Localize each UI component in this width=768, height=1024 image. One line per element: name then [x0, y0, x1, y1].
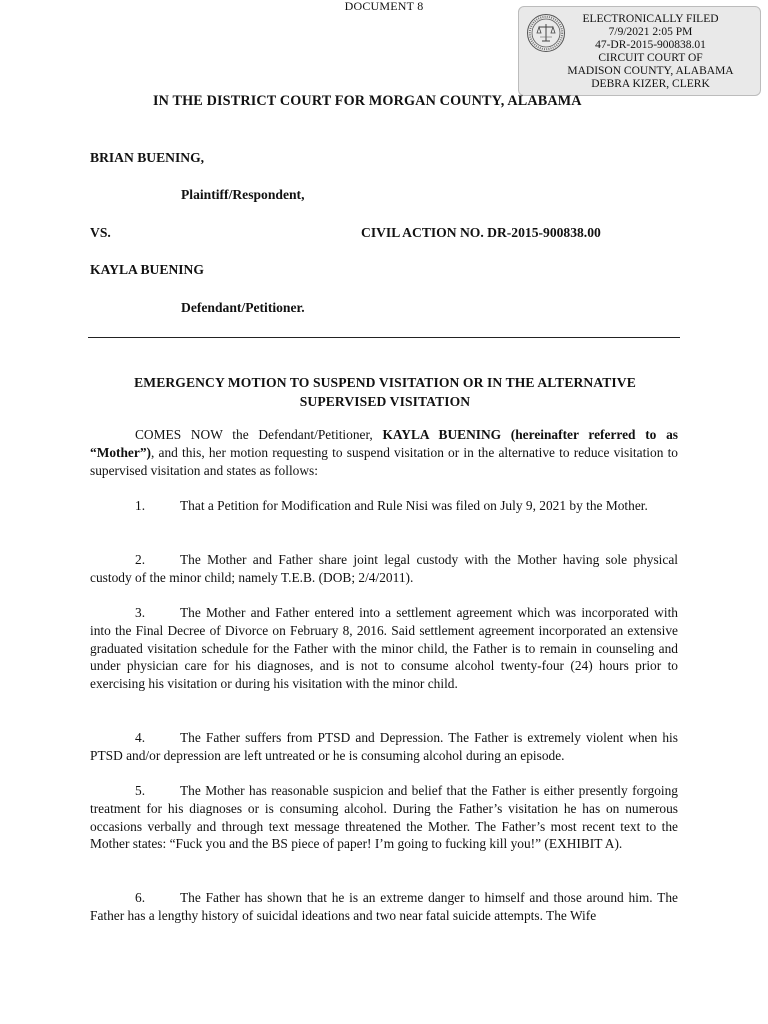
paragraph-text: The Mother has reasonable suspicion and belief that the Father is either presently forgoing treatment for his diagnoses or is consuming alcohol. During the Father’s visitation he has on numerous occasions verbally and through text message threatened the Mother. The Father’s most recent text to the Mother states: “Fuck you and the BS piece of paper! I’m going to fucking kill you!” (EXHIBIT A). — [90, 783, 678, 852]
paragraph-text: The Father has shown that he is an extreme danger to himself and those around him. The Father has a lengthy history of suicidal ideations and two near fatal suicide attempts. The Wife — [90, 890, 678, 923]
numbered-paragraph — [90, 729, 678, 765]
court-title: IN THE DISTRICT COURT FOR MORGAN COUNTY, ALABAMA — [153, 93, 582, 109]
stamp-line: DEBRA KIZER, CLERK — [591, 77, 710, 90]
versus-label: VS. — [90, 225, 111, 240]
defendant-role: Defendant/Petitioner. — [181, 300, 305, 315]
paragraph-number: 3. — [135, 605, 146, 620]
stamp-line: ELECTRONICALLY FILED — [582, 13, 719, 25]
stamp-line: CIRCUIT COURT OF — [598, 51, 703, 64]
numbered-paragraph — [90, 604, 678, 693]
intro-rest: , and this, her motion requesting to suspend visitation or in the alternative to reduce visitation to supervised visitation and states as follows: — [90, 444, 678, 478]
plaintiff-name: BRIAN BUENING, — [90, 150, 205, 165]
motion-title-line: EMERGENCY MOTION TO SUSPEND VISITATION OR IN THE ALTERNATIVE — [134, 375, 636, 390]
document-label: DOCUMENT 8 — [344, 0, 424, 13]
paragraph-number: 4. — [135, 730, 146, 745]
paragraph-text: The Father suffers from PTSD and Depression. The Father is extremely violent when his PTSD and/or depression are left untreated or he is consuming alcohol during an episode. — [90, 730, 678, 763]
numbered-paragraph — [90, 497, 678, 515]
paragraph-text: The Mother and Father share joint legal custody with the Mother having sole physical custody of the minor child; namely T.E.B. (DOB; 2/4/2011). — [90, 552, 678, 585]
numbered-paragraph — [90, 889, 678, 925]
motion-title-line: SUPERVISED VISITATION — [299, 394, 471, 409]
civil-action-number: CIVIL ACTION NO. DR-2015-900838.00 — [361, 225, 601, 240]
paragraph-number: 5. — [135, 783, 146, 798]
plaintiff-role: Plaintiff/Respondent, — [181, 187, 305, 202]
caption-divider — [88, 337, 680, 338]
numbered-paragraph — [90, 551, 678, 587]
paragraph-text: The Mother and Father entered into a settlement agreement which was incorporated with into the Final Decree of Divorce on February 8, 2016. Said settlement agreement incorporated an extensive graduated visitation schedule for the Father with the minor child, the Father is to remain in counseling and under physician care for his diagnoses, and is not to consume alcohol twenty-four (24) hours prior to exercising his visitation or during his visitation with the minor child. — [90, 605, 678, 692]
paragraph-number: 1. — [135, 498, 146, 513]
intro-paragraph — [90, 426, 678, 479]
intro-lead: COMES NOW the Defendant/Petitioner, — [135, 427, 383, 442]
paragraph-number: 2. — [135, 552, 146, 567]
paragraph-number: 6. — [135, 890, 146, 905]
filing-stamp — [518, 6, 761, 96]
intro-party-name: KAYLA BUENING (hereinafter referred to as “Mother”) — [90, 427, 678, 460]
motion-title — [92, 373, 678, 411]
paragraph-text: That a Petition for Modification and Rule Nisi was filed on July 9, 2021 by the Mother. — [180, 498, 648, 513]
stamp-line: MADISON COUNTY, ALABAMA — [567, 64, 734, 77]
stamp-text — [541, 13, 760, 90]
defendant-name: KAYLA BUENING — [90, 262, 204, 277]
stamp-line: 7/9/2021 2:05 PM — [608, 25, 693, 38]
numbered-paragraph — [90, 782, 678, 853]
stamp-line: 47-DR-2015-900838.01 — [595, 38, 706, 51]
